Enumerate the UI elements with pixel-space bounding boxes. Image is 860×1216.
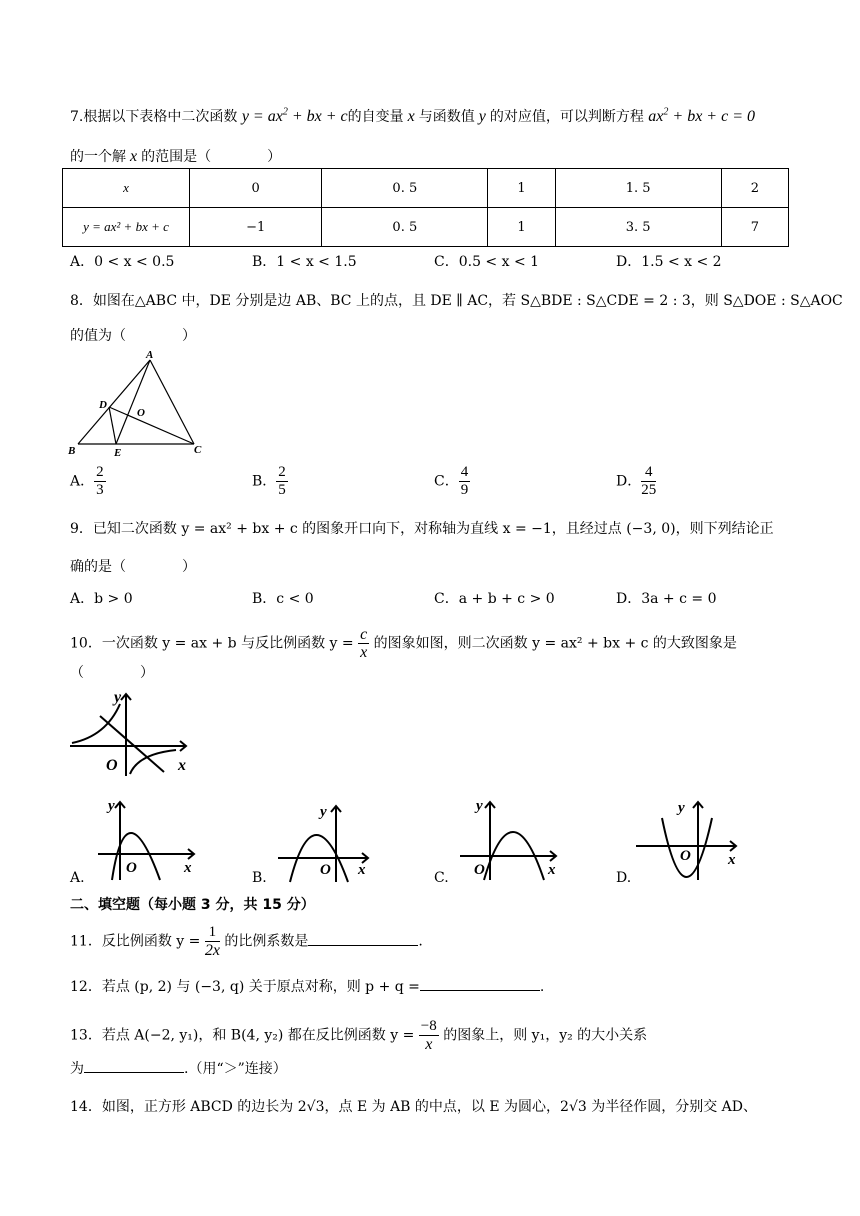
label-c: C [194,444,202,456]
svg-text:O: O [474,862,485,878]
q10-main-graph [66,688,196,778]
table-row [63,208,789,247]
section-heading: 二、填空题（每小题 3 分，共 15 分） [70,897,315,913]
svg-text:O: O [320,862,331,878]
q8-option-b[interactable]: B． $\frac{2}{5}$ [252,464,286,498]
q9-option-d[interactable]: D．3a + c = 0 [616,591,717,607]
table-cell: 7 [721,208,788,247]
svg-text:y: y [108,798,115,814]
label-e: E [114,447,122,458]
q7-text-b: 的自变量 [347,109,404,125]
q9-line2: 确的是（ ） [70,559,196,575]
q10-option-d-graph[interactable] [634,796,744,882]
svg-text:O: O [106,757,118,774]
table-row [63,169,789,208]
table-cell: 2 [721,169,788,208]
q7-value-table [62,168,789,247]
q10-option-c[interactable]: C. [434,870,449,886]
q11-line: 11．反比例函数 y = $\frac{1}{2x}$ 的比例系数是 . [70,924,423,959]
q12-line: 12．若点 (p, 2) 与 (−3, q) 关于原点对称，则 p + q = . [70,979,545,995]
q10-option-d[interactable]: D. [616,870,632,886]
q10-option-a[interactable]: A. [70,870,85,886]
q7-option-d[interactable]: D．1.5 < x < 2 [616,254,722,270]
table-cell: 0. 5 [322,208,488,247]
q10-option-c-graph[interactable] [458,796,563,882]
q7-line1: 7.根据以下表格中二次函数 $y = ax^2$ + bx + c的自变量 x 与函数值 y 的对应值，可以判断方程 $ax^2$ + bx + c = 0 [70,106,755,125]
svg-text:x: x [358,862,366,878]
svg-text:x: x [728,852,736,868]
svg-text:y: y [476,798,483,814]
table-cell: −1 [190,208,322,247]
q10-option-a-graph[interactable] [96,796,201,882]
svg-text:O: O [680,848,691,864]
table-cell: 0 [190,169,322,208]
q7-option-b[interactable]: B．1 < x < 1.5 [252,254,357,270]
svg-text:x: x [184,860,192,876]
q13-line2: 为 .（用“＞”连接） [70,1061,287,1077]
q10-option-b-graph[interactable] [276,800,376,884]
q7-text-c: 与函数值 [418,109,475,125]
svg-text:y: y [320,804,327,820]
q9-line1: 9．已知二次函数 y = ax² + bx + c 的图象开口向下，对称轴为直线 x = −1，且经过点 (−3, 0)，则下列结论正 [70,521,774,537]
q8-option-a[interactable]: A． $\frac{2}{3}$ [70,464,104,498]
table-cell: 3. 5 [555,208,721,247]
q9-option-b[interactable]: B．c < 0 [252,591,314,607]
q7-text-a: 根据以下表格中二次函数 [83,109,238,125]
svg-text:O: O [126,860,137,876]
q7-text-d: 的对应值，可以判断方程 [489,109,644,125]
table-cell: 1 [488,208,555,247]
svg-text:x: x [548,862,556,878]
q13-answer-blank[interactable] [84,1072,184,1073]
q8-triangle-figure [64,346,214,458]
q7-func: $y = ax^2$ + bx + c [241,106,348,125]
q13-line1: 13．若点 A(−2, y₁)，和 B(4, y₂) 都在反比例函数 y = $\frac{-8}{x}$ 的图象上，则 y₁，y₂ 的大小关系 [70,1018,648,1053]
q7-equation: $ax^2$ + bx + c = 0 [648,106,755,125]
q10-line2: （ ） [70,665,154,681]
q10-option-b[interactable]: B. [252,870,267,886]
table-cell: 1 [488,169,555,208]
q8-line2: 的值为（ ） [70,328,196,344]
svg-text:y: y [114,689,122,706]
svg-text:y: y [678,800,685,816]
label-d: D [99,399,107,411]
q8-option-d[interactable]: D． $\frac{4}{25}$ [616,464,657,498]
q7-line2: 的一个解 x 的范围是（ ） [70,148,282,165]
q7-option-a[interactable]: A．0 < x < 0.5 [70,254,175,270]
q8-line1: 8．如图在△ABC 中，DE 分别是边 AB、BC 上的点，且 DE ∥ AC，若 S△BDE : S△CDE = 2 : 3，则 S△DOE : S△AOC [70,293,843,309]
label-o: O [137,407,145,419]
q7-option-c[interactable]: C．0.5 < x < 1 [434,254,540,270]
table-cell: x [63,169,190,208]
label-b: B [68,445,76,457]
q12-answer-blank[interactable] [420,990,540,991]
q10-line1: 10．一次函数 y = ax + b 与反比例函数 y = $\frac{c}{x}$ 的图象如图，则二次函数 y = ax² + bx + c 的大致图象是 [70,626,737,661]
q7-number: 7. [70,109,84,125]
q8-option-c[interactable]: C． $\frac{4}{9}$ [434,464,469,498]
q11-answer-blank[interactable] [308,945,418,946]
label-a: A [146,349,154,361]
table-cell: 0. 5 [322,169,488,208]
q9-option-c[interactable]: C．a + b + c > 0 [434,591,555,607]
q14-line1: 14．如图，正方形 ABCD 的边长为 2√3，点 E 为 AB 的中点，以 E 为圆心，2√3 为半径作圆，分别交 AD、 [70,1099,758,1115]
q9-option-a[interactable]: A．b > 0 [70,591,133,607]
table-cell: y = ax² + bx + c [63,208,190,247]
table-cell: 1. 5 [555,169,721,208]
svg-text:x: x [178,757,186,774]
